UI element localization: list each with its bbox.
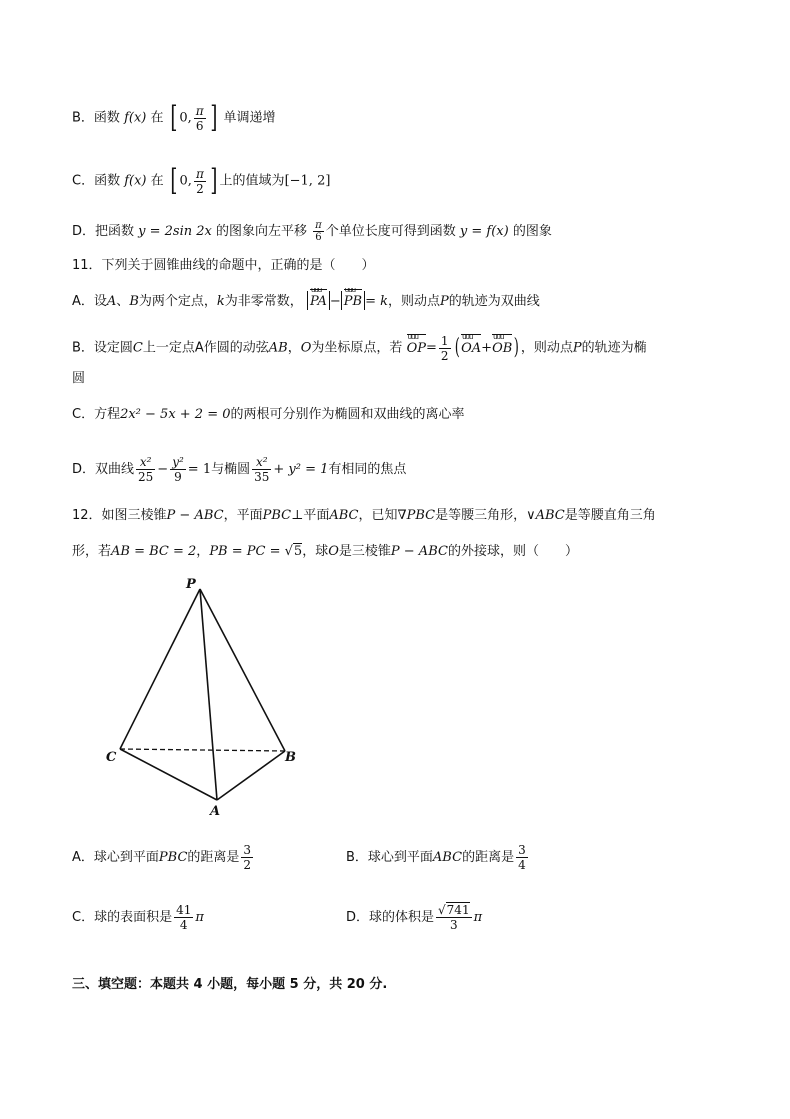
edge-cb-hidden: [120, 749, 285, 751]
left-bracket: [: [170, 100, 178, 135]
q10-option-d: [72, 220, 552, 243]
math-expression: 2x² − 5x + 2 = 0: [120, 407, 231, 422]
q12-option-c: C．球的表面积是 $\frac{41}{4}$ π: [72, 903, 204, 932]
math-expression: y = 2sin 2x: [138, 224, 212, 239]
q10-option-b: [72, 100, 276, 135]
option-text: 在: [150, 173, 164, 189]
option-text: 的图象向左平移: [216, 224, 308, 239]
q11-option-b: B．设定圆C上一定点A作圆的动弦AB，O为坐标原点，若 OP uuu= $\frac{1}{2}$ ( OA uuu+OB uuu) ，则动点P的轨迹为椭: [72, 333, 647, 363]
fraction-x2-35: $\frac{\text{x²}}{35}$: [254, 455, 270, 484]
interval-start: 0,: [179, 110, 192, 126]
abs-pb: PB uuu: [341, 291, 365, 310]
edge-ca: [120, 749, 217, 800]
right-bracket: ]: [210, 163, 218, 198]
option-text: 单调递增: [223, 110, 276, 126]
vector-oa: OA uuu: [461, 336, 481, 359]
edge-pc: [120, 589, 200, 749]
sqrt-five: 5: [293, 544, 303, 559]
q10-option-c: [72, 163, 331, 198]
option-text: C．函数: [72, 173, 121, 189]
option-text: 上的值域为: [219, 173, 285, 189]
math-expression: y = f(x): [459, 224, 509, 239]
q12-option-a: A．球心到平面PBC的距离是 $\frac{3}{2}$: [72, 843, 252, 872]
math-fx: f(x): [124, 173, 147, 189]
q11-stem: 11．下列关于圆锥曲线的命题中，正确的是（ ）: [72, 258, 375, 273]
option-text: D．把函数: [72, 224, 135, 239]
fraction-pi-6: $\frac{\pi}{6}$: [315, 220, 322, 243]
fraction-3-4: $\frac{3}{4}$: [518, 843, 526, 872]
vector-ob: OB uuu: [492, 336, 512, 359]
left-bracket: [: [170, 163, 178, 198]
q11-option-a: A．设A、B为两个定点，k为非零常数， PA uuu − PB uuu = k，则动点P的轨迹为双曲线: [72, 291, 540, 312]
option-text: 个单位长度可得到函数: [325, 224, 456, 239]
q12-stem-line2: 形，若AB = BC = 2，PB = PC = √5，球O是三棱锥P − ABC的外接球，则（ ）: [72, 544, 578, 559]
label-a: A: [210, 804, 221, 817]
edge-pb: [200, 589, 285, 751]
option-text: B．函数: [72, 110, 120, 126]
edge-pa: [200, 589, 217, 800]
fraction-one-half: $\frac{1}{2}$: [440, 333, 449, 363]
fraction-y2-9: $\frac{\text{y²}}{9}$: [172, 455, 184, 484]
abs-pa: PA uuu: [307, 291, 330, 310]
fraction-pi-6: $\frac{\pi}{6}$: [195, 103, 204, 133]
q11-option-d: D．双曲线 $\frac{\text{x²}}{25}$ − $\frac{\text{y²}}{9}$ = 1与椭圆 $\frac{\text{x²}}{35}$ + y² = 1有相同的焦点: [72, 455, 407, 484]
q11-option-c: C．方程2x² − 5x + 2 = 0的两根可分别作为椭圆和双曲线的离心率: [72, 407, 465, 422]
q12-option-d: D．球的体积是 $\frac{√741}{3}$ π: [346, 903, 483, 932]
fraction-41-4: $\frac{41}{4}$: [176, 903, 192, 932]
fraction-x2-25: $\frac{\text{x²}}{25}$: [138, 455, 154, 484]
math-expression: = k: [365, 294, 389, 309]
q11-option-b-wrap: 圆: [72, 371, 86, 386]
interval-start: 0,: [179, 173, 192, 189]
q12-stem-line1: 12．如图三棱锥P − ABC，平面PBC⊥平面ABC，已知∇PBC是等腰三角形，∨ABC是等腰直角三角: [72, 508, 656, 523]
pyramid-figure: [100, 572, 310, 817]
right-bracket: ]: [210, 100, 218, 135]
section-heading: 三、填空题：本题共 4 小题，每小题 5 分，共 20 分.: [72, 977, 388, 992]
fraction-sqrt741-3: $\frac{√741}{3}$: [438, 903, 470, 932]
option-text: 的图象: [512, 224, 552, 239]
edge-ba: [217, 751, 285, 800]
label-c: C: [106, 750, 117, 765]
fraction-pi-2: $\frac{\pi}{2}$: [195, 166, 204, 196]
fraction-3-2: $\frac{3}{2}$: [243, 843, 252, 872]
range-value: [−1, 2]: [284, 173, 331, 189]
label-b: B: [285, 750, 296, 765]
math-fx: f(x): [124, 110, 147, 126]
option-text: 在: [150, 110, 164, 126]
label-p: P: [186, 577, 196, 592]
q12-option-b: B．球心到平面ABC的距离是 $\frac{3}{4}$: [346, 843, 526, 872]
vector-op: OP uuu: [407, 336, 426, 359]
